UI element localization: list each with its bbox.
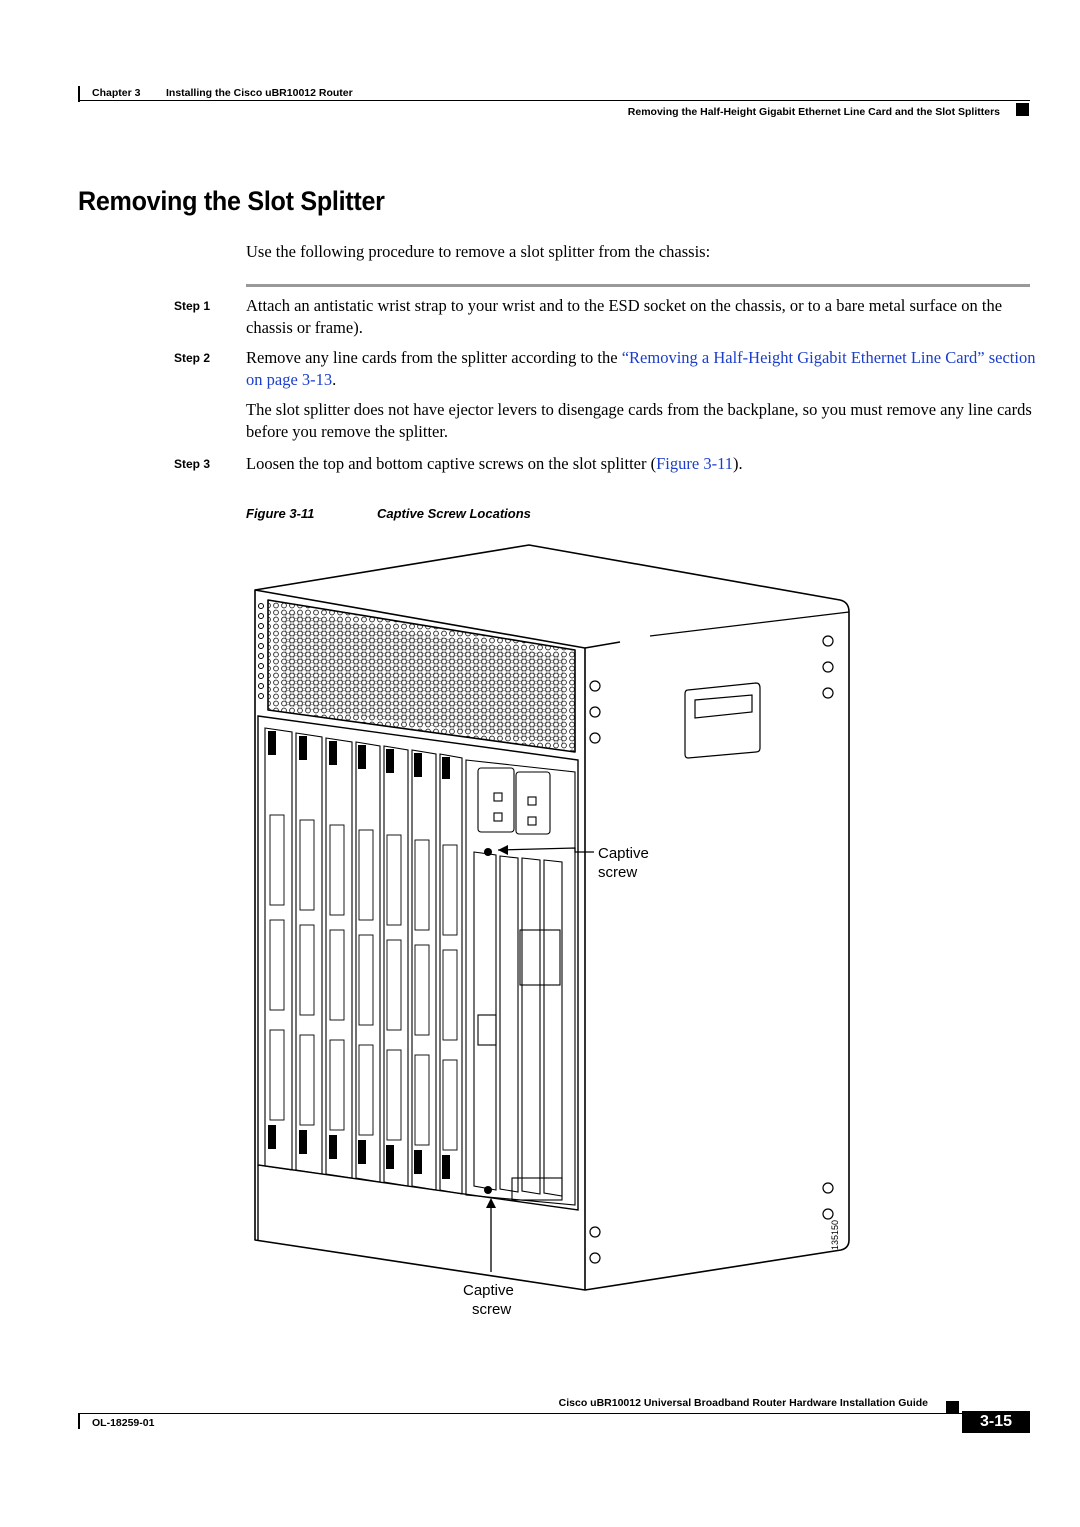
bottom-captive-screw	[484, 1186, 492, 1194]
footer-guide-title: Cisco uBR10012 Universal Broadband Router Hardware Installation Guide	[558, 1397, 928, 1409]
step-3-text-before: Loosen the top and bottom captive screws on the slot splitter (	[246, 454, 657, 473]
step-3-text-after: ).	[732, 454, 743, 473]
page-number: 3-15	[979, 1413, 1013, 1430]
footer-rule	[78, 1413, 1030, 1414]
step-2-label: Step 2	[174, 351, 211, 365]
header-section-title: Removing the Half-Height Gigabit Ethernet Line Card and the Slot Splitters	[627, 106, 1000, 118]
callout-top-line-1: Captive	[598, 845, 649, 862]
step-3-label: Step 3	[174, 457, 211, 471]
step-2-note: The slot splitter does not have ejector levers to disengage cards from the backplane, so you must remove any line cards before you remove the splitter.	[246, 400, 1032, 441]
intro-paragraph: Use the following procedure to remove a slot splitter from the chassis:	[246, 242, 711, 261]
step-2-cross-reference-link[interactable]: “Removing a Half-Height Gigabit Ethernet Line Card” section on page 3-13	[246, 348, 1036, 389]
figure-art-number: 135150	[830, 1219, 840, 1250]
callout-top-line-2: screw	[598, 864, 638, 881]
footer-doc-number: OL-18259-01	[92, 1417, 155, 1429]
step-2-text-after: .	[332, 370, 337, 389]
header-chapter-label: Chapter 3	[92, 87, 141, 99]
callout-bottom-line-2: screw	[472, 1301, 512, 1318]
footer-left-bar	[78, 1413, 80, 1429]
step-1-text: Attach an antistatic wrist strap to your wrist and to the ESD socket on the chassis, or to a bare metal surface on the chassis or frame).	[246, 296, 1003, 337]
callout-bottom-line-1: Captive	[463, 1282, 514, 1299]
figure-label: Figure 3-11	[246, 506, 315, 521]
header-chapter-title: Installing the Cisco uBR10012 Router	[166, 87, 353, 99]
step-2-text-before: Remove any line cards from the splitter according to the	[246, 348, 622, 367]
section-title: Removing the Slot Splitter	[78, 186, 385, 216]
top-callout-line	[498, 848, 594, 852]
figure-caption: Captive Screw Locations	[377, 506, 531, 521]
step-3-figure-link[interactable]: Figure 3-11	[656, 454, 733, 473]
side-handle	[685, 683, 760, 758]
top-captive-screw	[484, 848, 492, 856]
step-1-label: Step 1	[174, 299, 211, 313]
